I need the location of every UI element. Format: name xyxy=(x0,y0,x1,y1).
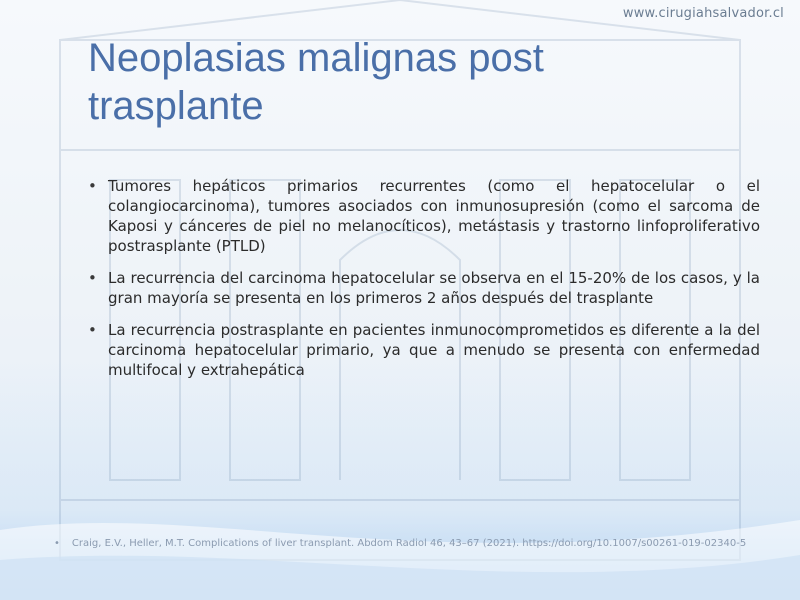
bullet-dot-icon: • xyxy=(54,538,60,549)
bullet-dot-icon: • xyxy=(88,321,97,339)
bullet-item xyxy=(88,268,760,308)
bullet-item xyxy=(88,176,760,256)
bullet-text: Tumores hepáticos primarios recurrentes (como el hepatocelular o el colangiocarcinoma), tumores asociados con inmunosupresión (como el sarcoma de Kaposi y cánceres de piel no melanocíticos), metástasis y trastorno linfoproliferativo postrasplante (PTLD) xyxy=(108,177,760,255)
bullet-dot-icon: • xyxy=(88,269,97,287)
slide-title: Neoplasias malignas post trasplante xyxy=(88,36,544,128)
reference-citation xyxy=(54,538,774,549)
bullet-text: La recurrencia del carcinoma hepatocelular se observa en el 15-20% de los casos, y la gran mayoría se presenta en los primeros 2 años después del trasplante xyxy=(108,269,760,307)
bullet-dot-icon: • xyxy=(88,177,97,195)
decorative-wave xyxy=(0,460,800,600)
bullet-text: La recurrencia postrasplante en pacientes inmunocomprometidos es diferente a la del carcinoma hepatocelular primario, ya que a menudo se presenta con enfermedad multifocal y extrahepática xyxy=(108,321,760,379)
website-url: www.cirugiahsalvador.cl xyxy=(622,6,784,21)
bullet-list xyxy=(88,176,760,392)
bullet-item xyxy=(88,320,760,380)
reference-text: Craig, E.V., Heller, M.T. Complications of liver transplant. Abdom Radiol 46, 43–67 (2021). https://doi.org/10.1007/s00261-019-02340-5 xyxy=(71,538,747,549)
